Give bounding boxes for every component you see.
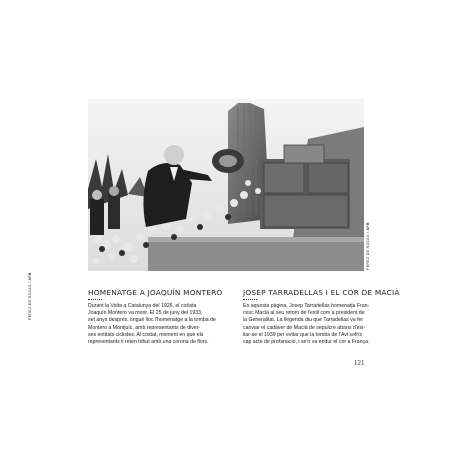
right-article-line: la Generalitat. La llegenda diu que Tarradellas va fer [243,317,364,324]
right-article-line: liar-se el 1939 per evitar que la tomba de l'Avi sofrís [243,331,363,338]
left-article [88,288,223,346]
photograph [88,99,364,271]
photo-credit-name: PÉREZ DE ROZAS [366,234,370,270]
right-article-line: cesc Macià al seu retorn de l'exili com a president de [243,310,365,317]
right-article-line: canviar el cadàver de Macià de sepulcre abans d'exi- [243,324,366,331]
heading-divider [243,299,257,300]
left-article-body [88,303,216,346]
left-article-line: Joaquín Montero va morir. El 25 de juny del 1933, [88,310,203,317]
spine-credit-agency: AFB [28,272,32,281]
left-article-line: representants li reten tribut amb una corona de flors. [88,339,209,346]
page-number: 121 [354,359,365,367]
right-article [243,288,400,346]
left-article-line: ses entitats ciclistes. Al costat, moment en què els [88,331,204,338]
photo-credit: PÉREZ DE ROZAS / AFB [366,222,370,270]
photo-image [88,99,364,271]
heading-divider [88,299,102,300]
left-article-line: set anys després, tingué lloc l'homenatge a la tomba de [88,317,216,324]
right-article-line: En aquesta pàgina, Josep Tarradellas homenatja Fran- [243,303,370,309]
left-article-line: Durant la Volta a Catalunya del 1926, el ciclista [88,303,197,309]
spine-credit: PÉREZ DE ROZAS / AFB [28,272,32,320]
spine-credit-name: PÉREZ DE ROZAS [28,284,32,320]
right-article-line: cap acte de profanació, i se'n va endur el cor a França. [243,339,370,346]
left-article-line: Montero a Montjuïc, amb representants de diver- [88,324,201,331]
right-article-body [243,303,370,346]
photo-credit-agency: AFB [366,222,370,231]
right-article-heading: JOSEP TARRADELLAS I EL COR DE MACIÀ [243,288,400,297]
left-article-heading: HOMENATGE A JOAQUÍN MONTERO [88,288,223,297]
